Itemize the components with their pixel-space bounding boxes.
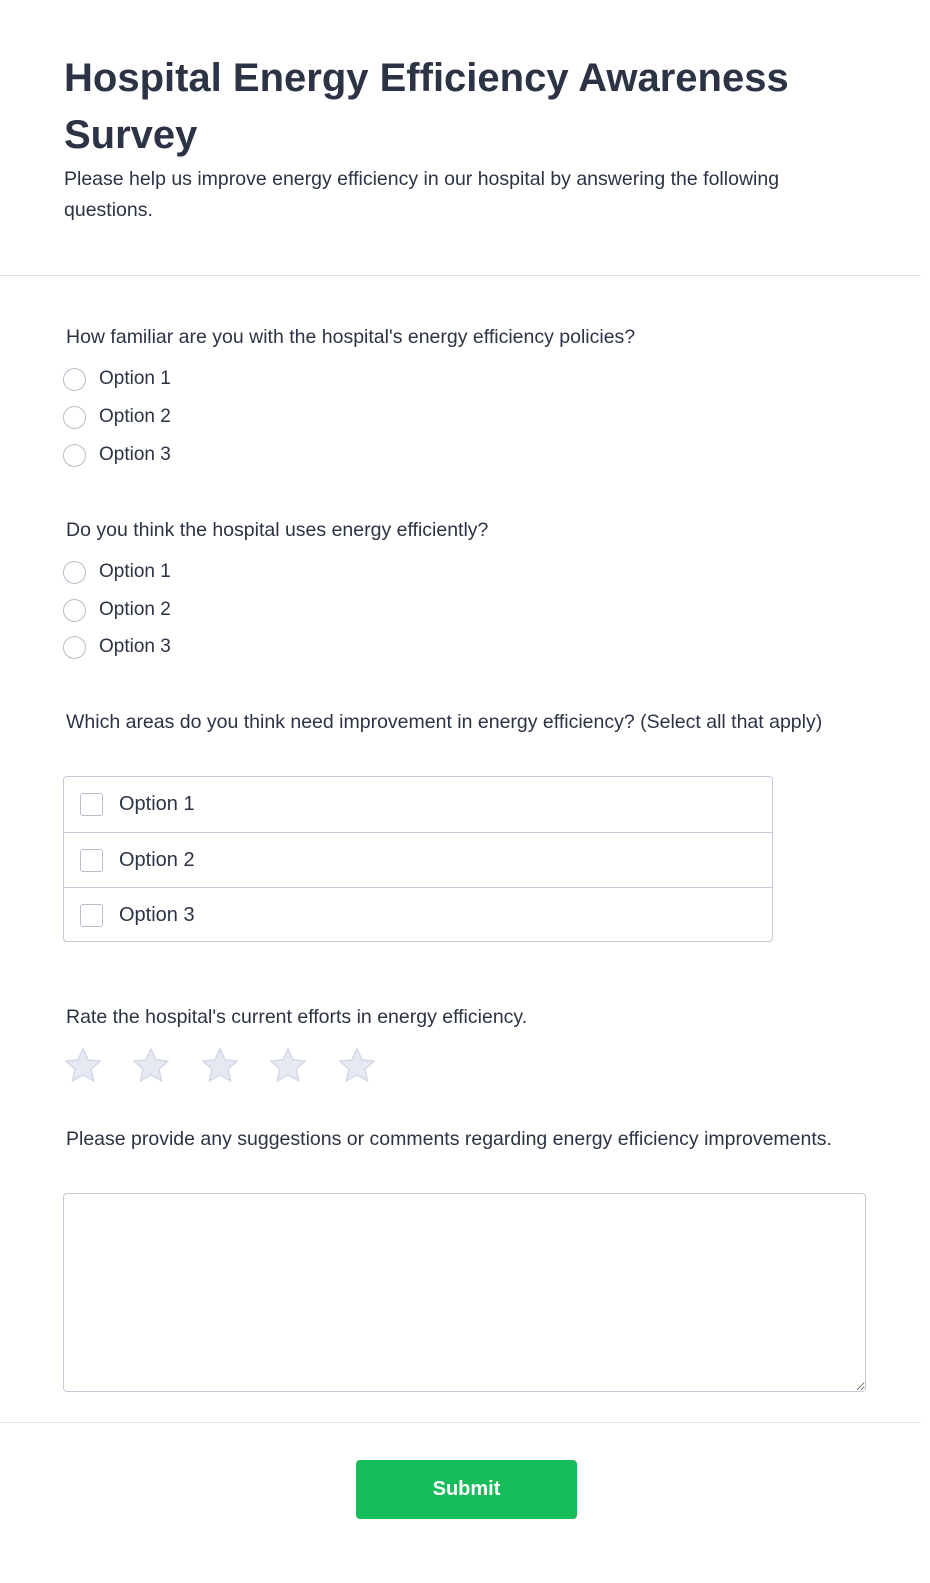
radio-button[interactable] [63,368,86,391]
radio-option-label: Option 1 [99,368,171,389]
q5-label: Please provide any suggestions or comments regarding energy efficiency improvements. [66,1128,832,1150]
q3-option-1[interactable] [64,777,772,832]
radio-button[interactable] [63,444,86,467]
checkbox-group [63,776,773,942]
radio-option-label: Option 2 [99,599,171,620]
star-1-icon[interactable] [62,1045,104,1087]
footer-divider [0,1422,921,1423]
radio-button[interactable] [63,636,86,659]
radio-button[interactable] [63,406,86,429]
q2-label: Do you think the hospital uses energy efficiently? [66,519,489,541]
star-3-icon[interactable] [199,1045,241,1087]
checkbox[interactable] [80,793,103,816]
q3-label: Which areas do you think need improvement in energy efficiency? (Select all that apply) [66,711,823,733]
q2-option-2[interactable] [63,597,171,623]
form-header [0,0,921,276]
q1-option-1[interactable] [63,366,171,392]
radio-option-label: Option 3 [99,636,171,657]
comments-textarea[interactable] [63,1193,866,1392]
q3-option-3[interactable] [64,887,772,943]
checkbox[interactable] [80,849,103,872]
checkbox[interactable] [80,904,103,927]
checkbox-option-label: Option 3 [119,904,195,926]
star-2-icon[interactable] [130,1045,172,1087]
star-4-icon[interactable] [267,1045,309,1087]
submit-button[interactable]: Submit [356,1460,577,1519]
radio-option-label: Option 3 [99,444,171,465]
page-title: Hospital Energy Efficiency Awareness Survey [64,56,789,157]
radio-button[interactable] [63,561,86,584]
q1-option-2[interactable] [63,404,171,430]
checkbox-option-label: Option 1 [119,793,195,815]
radio-option-label: Option 2 [99,406,171,427]
q3-option-2[interactable] [64,832,772,888]
q2-option-1[interactable] [63,559,171,585]
q1-label: How familiar are you with the hospital's energy efficiency policies? [66,326,636,348]
q2-option-3[interactable] [63,634,171,660]
checkbox-option-label: Option 2 [119,849,195,871]
q4-label: Rate the hospital's current efforts in energy efficiency. [66,1006,528,1028]
radio-option-label: Option 1 [99,561,171,582]
radio-button[interactable] [63,599,86,622]
q1-option-3[interactable] [63,442,171,468]
star-5-icon[interactable] [336,1045,378,1087]
page-subtitle: Please help us improve energy efficiency in our hospital by answering the following questions. [64,168,780,221]
